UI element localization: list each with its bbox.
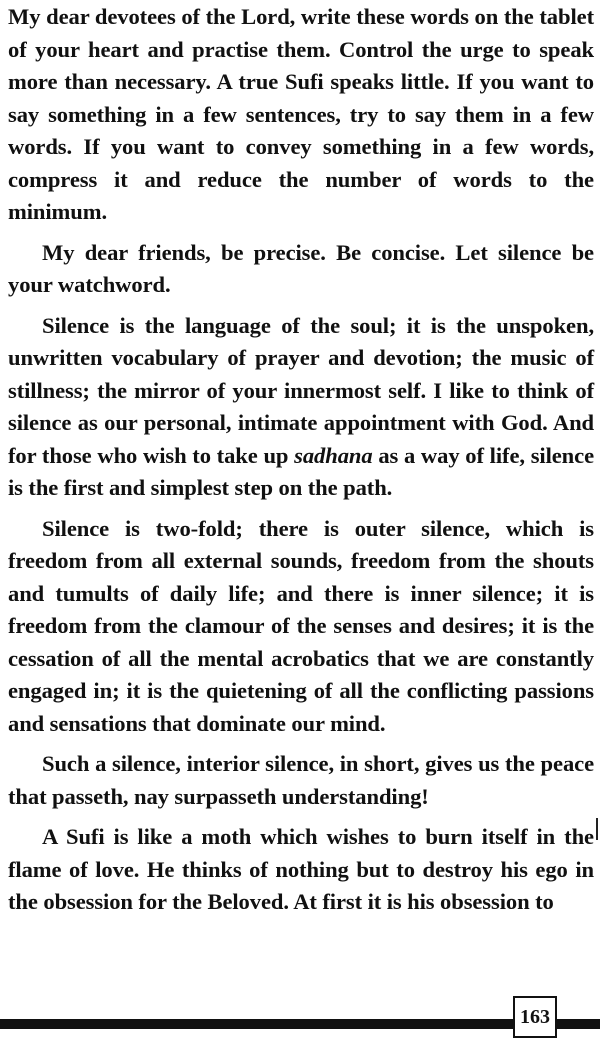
paragraph-5: Such a silence, interior silence, in short, gives us the peace that passeth, nay surpasseth understanding! — [8, 751, 594, 809]
paragraph-2: My dear friends, be precise. Be concise. Let silence be your watchword. — [8, 239, 594, 297]
paragraph-3 — [8, 310, 594, 505]
paragraph-3-text-before-italic: Silence is the language of the soul; it is the unspoken, unwritten vocabulary of prayer and devotion; the music of stillness; the mirror of your innermost self. I like to think of silence as our personal, intimate appointment with God. And for those who wish to take up — [8, 312, 594, 468]
page-footer — [0, 985, 600, 1045]
footer-rule-left — [0, 1019, 513, 1029]
page-text — [8, 0, 594, 919]
footer-rule-right — [557, 1019, 600, 1029]
paragraph-4: Silence is two-fold; there is outer silence, which is freedom from all external sounds, freedom from the shouts and tumults of daily life; and there is inner silence; it is freedom from the clamour of the senses and desires; it is the cessation of all the mental acrobatics that we are constantly engaged in; it is the quietening of all the conflicting passions and sensations that dominate our mind. — [8, 515, 594, 736]
page-number: 163 — [520, 1006, 550, 1028]
paragraph-3-text-after-italic: as a way of life, silence is the first and simplest step on the path. — [8, 442, 594, 500]
page-number-box — [513, 996, 557, 1038]
paragraph-6: A Sufi is like a moth which wishes to burn itself in the flame of love. He thinks of nothing but to destroy his ego in the obsession for the Beloved. At first it is his obsession to — [8, 824, 594, 914]
paragraph-1: My dear devotees of the Lord, write these words on the tablet of your heart and practise them. Control the urge to speak more than necessary. A true Sufi speaks little. If you want to say something in a few sentences, try to say them in a few words. If you want to convey something in a few words, compress it and reduce the number of words to the minimum. — [8, 4, 594, 224]
paragraph-3-italic-term: sadhana — [294, 442, 373, 468]
margin-mark — [596, 818, 598, 840]
